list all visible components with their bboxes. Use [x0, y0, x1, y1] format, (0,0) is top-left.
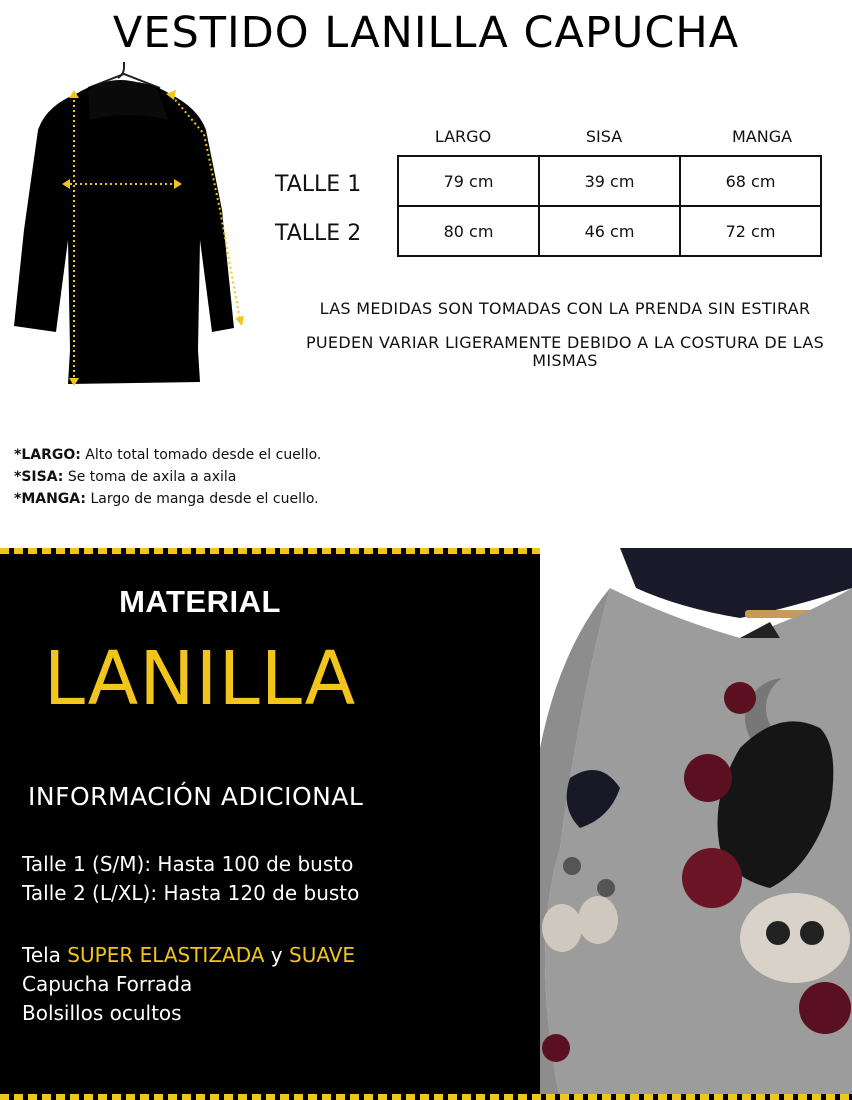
row-header-talle-1: TALLE 1 — [275, 172, 362, 197]
table-cell: 39 cm — [539, 156, 680, 206]
column-header-sisa: SISA — [585, 127, 623, 146]
definition-term: *LARGO: — [14, 447, 81, 463]
definition-item — [14, 444, 321, 466]
additional-info-title: INFORMACIÓN ADICIONAL — [28, 782, 364, 811]
definition-item — [14, 488, 321, 510]
definition-text: Se toma de axila a axila — [63, 469, 237, 485]
fabric-highlight: SUAVE — [289, 943, 356, 967]
hooded-dress-silhouette-icon — [8, 60, 258, 390]
table-row — [398, 156, 821, 206]
divider — [0, 1094, 852, 1100]
table-cell: 79 cm — [398, 156, 539, 206]
table-cell: 46 cm — [539, 206, 680, 256]
fabric-prefix: Tela — [22, 943, 68, 967]
material-value: LANILLA — [43, 636, 357, 722]
measurement-note: LAS MEDIDAS SON TOMADAS CON LA PRENDA SIN ESTIRAR — [319, 299, 811, 318]
page-title: VESTIDO LANILLA CAPUCHA — [112, 8, 740, 58]
definitions-list — [14, 444, 321, 510]
measurement-note: PUEDEN VARIAR LIGERAMENTE DEBIDO A LA COSTURA DE LAS MISMAS — [305, 333, 825, 370]
definition-item — [14, 466, 321, 488]
size-table — [397, 155, 822, 257]
table-row — [398, 206, 821, 256]
feature-line: Capucha Forrada — [22, 972, 193, 996]
column-header-largo: LARGO — [434, 127, 492, 146]
size-chart-section — [0, 0, 852, 548]
size-info-line: Talle 1 (S/M): Hasta 100 de busto — [22, 852, 354, 876]
fabric-connector: y — [264, 943, 289, 967]
definition-term: *SISA: — [14, 469, 64, 485]
fabric-highlight: SUPER ELASTIZADA — [67, 943, 265, 967]
row-header-talle-2: TALLE 2 — [275, 221, 362, 246]
size-info-line: Talle 2 (L/XL): Hasta 120 de busto — [22, 881, 360, 905]
definition-text: Largo de manga desde el cuello. — [86, 491, 319, 507]
table-cell: 68 cm — [680, 156, 821, 206]
printed-hoodie-dress-photo — [540, 548, 852, 1100]
fabric-info-line — [22, 943, 355, 967]
table-cell: 80 cm — [398, 206, 539, 256]
material-label: MATERIAL — [119, 584, 281, 619]
definition-text: Alto total tomado desde el cuello. — [80, 447, 322, 463]
definition-term: *MANGA: — [14, 491, 86, 507]
column-header-manga: MANGA — [731, 127, 793, 146]
feature-line: Bolsillos ocultos — [22, 1001, 182, 1025]
table-cell: 72 cm — [680, 206, 821, 256]
material-section — [0, 548, 852, 1100]
